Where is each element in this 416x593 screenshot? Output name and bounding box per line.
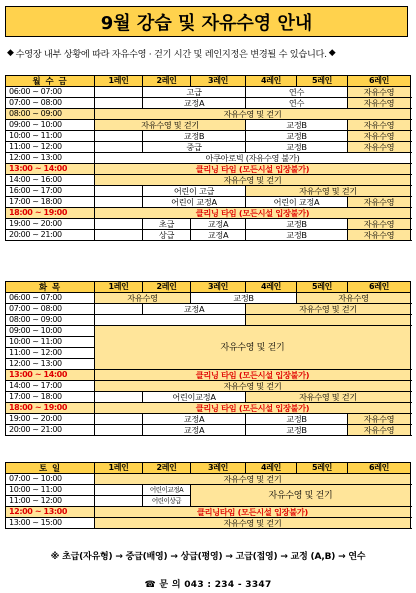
session-cell: 자유수영	[297, 293, 411, 304]
lane-header: 4레인	[246, 463, 297, 474]
session-cell: 교정B	[143, 131, 246, 142]
time-slot: 12:00 ~ 13:00	[6, 153, 95, 164]
session-cell: 교정B	[246, 425, 348, 436]
time-slot: 11:00 ~ 12:00	[6, 142, 95, 153]
lane-header: 1레인	[95, 463, 143, 474]
session-cell: 자유수영	[348, 425, 411, 436]
session-cell: 자유수영 및 걷기	[191, 485, 411, 507]
session-cell: 자유수영 및 걷기	[246, 304, 411, 315]
schedule-table-tue-thu	[5, 281, 411, 436]
empty-cell	[95, 230, 143, 241]
session-cell: 교정B	[246, 142, 348, 153]
time-slot: 10:00 ~ 11:00	[6, 485, 95, 496]
session-cell: 교정B	[246, 131, 348, 142]
session-cell: 자유수영 및 걷기	[246, 186, 411, 197]
page-title-text: 9월 강습 및 자유수영 안내	[100, 12, 313, 34]
session-cell: 자유수영 및 걷기	[95, 109, 411, 120]
table-header-row	[6, 282, 411, 293]
lane-header: 1레인	[95, 76, 143, 87]
lane-header: 5레인	[297, 463, 348, 474]
cleaning-time-row	[6, 370, 411, 381]
lane-header: 3레인	[191, 76, 246, 87]
empty-cell	[95, 414, 143, 425]
table-row	[6, 230, 411, 241]
time-slot: 20:00 ~ 21:00	[6, 230, 95, 241]
page-title	[5, 6, 408, 37]
table-row	[6, 315, 411, 326]
session-cell: 클리닝 타임 (모든시설 입장불가)	[95, 208, 411, 219]
empty-cell	[95, 315, 246, 326]
session-cell: 연수	[246, 87, 348, 98]
session-cell: 어린이 교정A	[143, 197, 246, 208]
session-cell: 자유수영 및 걷기	[95, 120, 246, 131]
time-slot: 17:00 ~ 18:00	[6, 392, 95, 403]
session-cell: 교정A	[191, 230, 246, 241]
session-cell: 자유수영	[348, 414, 411, 425]
table-row	[6, 425, 411, 436]
table-row	[6, 109, 411, 120]
session-cell: 어린이 고급	[143, 186, 246, 197]
time-slot: 07:00 ~ 08:00	[6, 304, 95, 315]
notice-line	[5, 46, 411, 60]
table-row	[6, 219, 411, 230]
time-slot: 09:00 ~ 10:00	[6, 120, 95, 131]
time-slot: 16:00 ~ 17:00	[6, 186, 95, 197]
cleaning-time-row	[6, 164, 411, 175]
session-cell: 교정A	[191, 219, 246, 230]
black-diamond-icon: ◆	[7, 48, 14, 58]
session-cell: 자유수영 및 걷기	[95, 175, 411, 186]
session-cell: 자유수영 및 걷기	[95, 381, 411, 392]
cleaning-time-row	[6, 208, 411, 219]
table-row	[6, 304, 411, 315]
time-slot: 07:00 ~ 08:00	[6, 98, 95, 109]
lane-header: 2레인	[143, 76, 191, 87]
session-cell: 자유수영	[348, 120, 411, 131]
empty-cell	[95, 392, 143, 403]
table-row	[6, 142, 411, 153]
session-cell: 상급	[143, 230, 191, 241]
empty-cell	[95, 425, 143, 436]
session-cell: 교정A	[143, 425, 246, 436]
contact-line	[0, 577, 416, 590]
table-row	[6, 414, 411, 425]
table-row	[6, 381, 411, 392]
time-slot: 08:00 ~ 09:00	[6, 315, 95, 326]
schedule-table-mon-wed-fri	[5, 75, 411, 241]
time-slot: 13:00 ~ 15:00	[6, 518, 95, 529]
empty-cell	[95, 142, 143, 153]
lane-header: 4레인	[246, 76, 297, 87]
table-row	[6, 197, 411, 208]
session-cell: 초급	[143, 219, 191, 230]
session-cell: 자유수영 및 걷기	[95, 474, 411, 485]
session-cell: 자유수영	[348, 142, 411, 153]
empty-cell	[95, 197, 143, 208]
empty-cell	[95, 485, 143, 496]
session-cell: 자유수영	[348, 197, 411, 208]
contact-label: 문 의	[159, 580, 181, 590]
time-slot: 12:00 ~ 13:00	[6, 507, 95, 518]
time-slot: 11:00 ~ 12:00	[6, 496, 95, 507]
time-slot: 11:00 ~ 12:00	[6, 348, 95, 359]
session-cell: 연수	[246, 98, 348, 109]
time-slot: 06:00 ~ 07:00	[6, 293, 95, 304]
lane-header: 2레인	[143, 463, 191, 474]
day-header: 토 일	[6, 463, 95, 474]
time-slot: 13:00 ~ 14:00	[6, 370, 95, 381]
table-row	[6, 485, 411, 496]
time-slot: 20:00 ~ 21:00	[6, 425, 95, 436]
empty-cell	[95, 186, 143, 197]
empty-cell	[95, 131, 143, 142]
session-cell: 교정A	[143, 304, 246, 315]
time-slot: 08:00 ~ 09:00	[6, 109, 95, 120]
session-cell: 교정B	[191, 293, 297, 304]
session-cell: 중급	[143, 142, 246, 153]
table-row	[6, 87, 411, 98]
empty-cell	[95, 219, 143, 230]
session-cell: 교정A	[143, 414, 246, 425]
empty-cell	[95, 304, 143, 315]
session-cell: 자유수영	[348, 98, 411, 109]
table-row	[6, 175, 411, 186]
lane-header: 6레인	[348, 282, 411, 293]
time-slot: 18:00 ~ 19:00	[6, 208, 95, 219]
empty-cell	[95, 98, 143, 109]
table-row	[6, 392, 411, 403]
table-row	[6, 326, 411, 337]
session-cell: 자유수영	[348, 131, 411, 142]
table-row	[6, 120, 411, 131]
session-cell: 자유수영 및 걷기	[95, 518, 411, 529]
time-slot: 12:00 ~ 13:00	[6, 359, 95, 370]
session-cell: 어린이상급	[143, 496, 191, 507]
session-cell: 교정B	[246, 230, 348, 241]
lane-header: 3레인	[191, 282, 246, 293]
time-slot: 10:00 ~ 11:00	[6, 131, 95, 142]
lane-header: 6레인	[348, 463, 411, 474]
session-cell: 아쿠아로빅 (자유수영 불가)	[95, 153, 411, 164]
session-cell: 자유수영	[348, 230, 411, 241]
time-slot: 06:00 ~ 07:00	[6, 87, 95, 98]
table-row	[6, 518, 411, 529]
session-cell: 클리닝 타임 (모든시설 입장불가)	[95, 403, 411, 414]
schedule-table-sat-sun	[5, 462, 411, 529]
session-cell: 자유수영	[348, 87, 411, 98]
lane-header: 4레인	[246, 282, 297, 293]
session-cell: 자유수영 및 걷기	[95, 326, 411, 370]
session-cell: 어린이교정A	[143, 485, 191, 496]
table-row	[6, 153, 411, 164]
notice-text: 수영장 내부 상황에 따라 자유수영 · 걷기 시간 및 레인지정은 변경될 수 있습니다.	[15, 49, 327, 60]
table-row	[6, 186, 411, 197]
time-slot: 07:00 ~ 10:00	[6, 474, 95, 485]
session-cell: 클리닝타임 (모든시설 입장불가)	[95, 507, 411, 518]
time-slot: 10:00 ~ 11:00	[6, 337, 95, 348]
session-cell: 교정B	[246, 120, 348, 131]
session-cell: 클리닝 타임 (모든시설 입장불가)	[95, 164, 411, 175]
time-slot: 18:00 ~ 19:00	[6, 403, 95, 414]
session-cell: 자유수영 및 걷기	[246, 392, 411, 403]
empty-cell	[95, 87, 143, 98]
table-header-row	[6, 76, 411, 87]
table-row	[6, 293, 411, 304]
contact-phone: 043 : 234 - 3347	[184, 580, 272, 590]
cleaning-time-row	[6, 403, 411, 414]
time-slot: 17:00 ~ 18:00	[6, 197, 95, 208]
table-header-row	[6, 463, 411, 474]
session-cell: 어린이 교정A	[246, 197, 348, 208]
empty-cell	[95, 496, 143, 507]
time-slot: 09:00 ~ 10:00	[6, 326, 95, 337]
lane-header: 6레인	[348, 76, 411, 87]
lane-header: 3레인	[191, 463, 246, 474]
session-cell: 어린이교정A	[143, 392, 246, 403]
session-cell: 고급	[143, 87, 246, 98]
lane-header: 1레인	[95, 282, 143, 293]
lane-header: 5레인	[297, 76, 348, 87]
time-slot: 19:00 ~ 20:00	[6, 219, 95, 230]
session-cell: 클리닝 타임 (모든시설 입장불가)	[95, 370, 411, 381]
table-row	[6, 474, 411, 485]
time-slot: 14:00 ~ 17:00	[6, 381, 95, 392]
time-slot: 14:00 ~ 16:00	[6, 175, 95, 186]
session-cell: 교정A	[143, 98, 246, 109]
session-cell: 교정B	[246, 414, 348, 425]
table-row	[6, 98, 411, 109]
session-cell: 자유수영	[348, 219, 411, 230]
level-legend: ※ 초급(자유형) → 중급(배영) → 상급(평영) → 고급(접영) → 교정 (A,B) → 연수	[50, 552, 366, 562]
telephone-icon: ☎	[144, 580, 156, 590]
day-header: 월 수 금	[6, 76, 95, 87]
time-slot: 19:00 ~ 20:00	[6, 414, 95, 425]
black-diamond-icon: ◆	[328, 48, 336, 58]
lane-header: 5레인	[297, 282, 348, 293]
empty-cell	[246, 315, 411, 326]
time-slot: 13:00 ~ 14:00	[6, 164, 95, 175]
lane-header: 2레인	[143, 282, 191, 293]
table-row	[6, 131, 411, 142]
day-header: 화 목	[6, 282, 95, 293]
cleaning-time-row	[6, 507, 411, 518]
session-cell: 자유수영	[95, 293, 191, 304]
session-cell: 교정B	[246, 219, 348, 230]
